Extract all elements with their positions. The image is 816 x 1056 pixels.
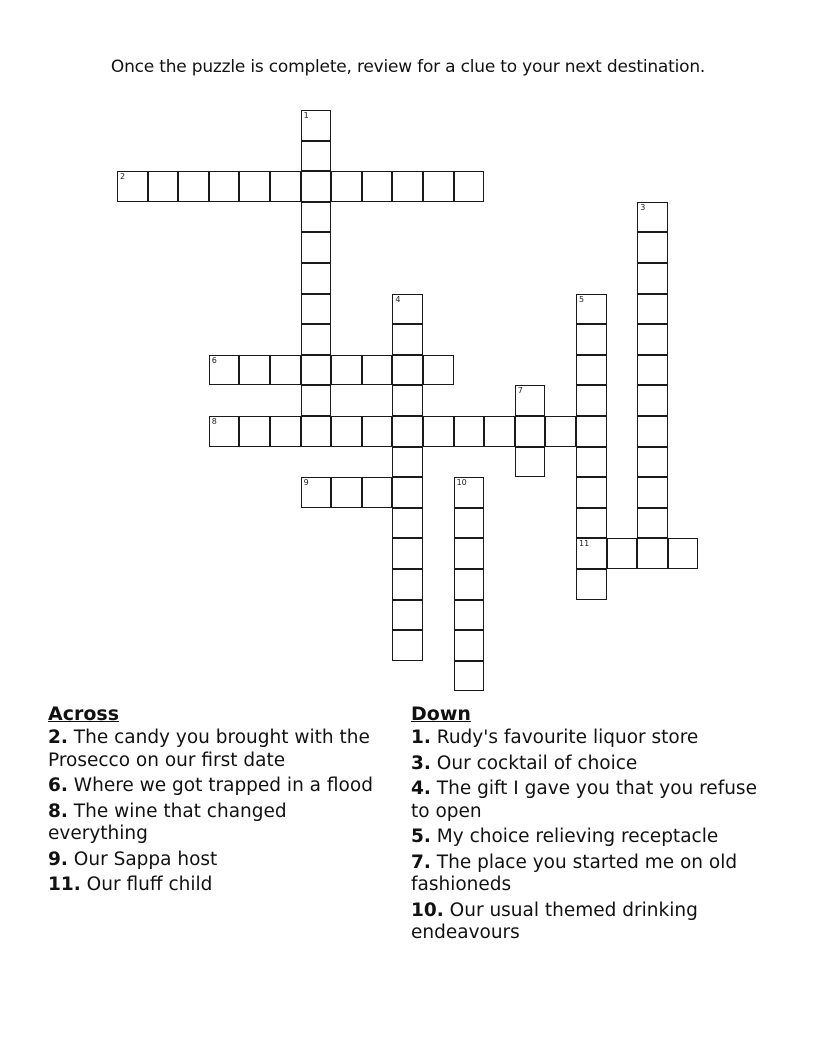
crossword-cell[interactable]: [331, 477, 362, 508]
crossword-cell[interactable]: [392, 171, 423, 202]
clue-down-4: [411, 778, 761, 823]
cell-number: 6: [211, 355, 217, 365]
clue-number: 2.: [48, 727, 68, 748]
crossword-cell[interactable]: [301, 110, 332, 141]
clue-number: 8.: [48, 800, 68, 822]
crossword-cell[interactable]: [331, 355, 362, 386]
cell-number: 4: [395, 294, 401, 304]
clue-text: The gift I gave you that you refuse to open: [411, 778, 757, 822]
cell-number: 10: [456, 478, 467, 488]
cell-number: 5: [579, 294, 585, 304]
crossword-cell[interactable]: [331, 171, 362, 202]
cell-number: 7: [517, 386, 523, 396]
crossword-cell[interactable]: [392, 569, 423, 600]
clue-text: Where we got trapped in a flood: [73, 775, 373, 796]
crossword-cell[interactable]: [637, 477, 668, 508]
crossword-cell[interactable]: [454, 600, 485, 631]
crossword-cell[interactable]: [515, 385, 546, 416]
clue-number: 5.: [411, 826, 431, 847]
crossword-cell[interactable]: [637, 416, 668, 447]
crossword-cell[interactable]: [423, 355, 454, 386]
crossword-cell[interactable]: [239, 416, 270, 447]
crossword-cell[interactable]: [362, 477, 393, 508]
crossword-cell[interactable]: [392, 324, 423, 355]
clue-down-7: [411, 852, 761, 897]
crossword-cell[interactable]: [637, 355, 668, 386]
crossword-cell[interactable]: [331, 416, 362, 447]
crossword-cell[interactable]: [576, 385, 607, 416]
crossword-cell[interactable]: [239, 355, 270, 386]
crossword-cell[interactable]: [392, 355, 423, 386]
crossword-cell[interactable]: [637, 538, 668, 569]
crossword-cell[interactable]: [301, 202, 332, 233]
cell-number: 11: [579, 539, 590, 549]
down-clues: [411, 702, 761, 948]
crossword-cell[interactable]: [637, 447, 668, 478]
crossword-cell[interactable]: [392, 447, 423, 478]
crossword-cell[interactable]: [515, 416, 546, 447]
clue-down-5: [411, 826, 761, 849]
crossword-cell[interactable]: [515, 447, 546, 478]
crossword-cell[interactable]: [301, 324, 332, 355]
clue-text: My choice relieving receptacle: [436, 826, 719, 847]
crossword-cell[interactable]: [301, 232, 332, 263]
crossword-cell[interactable]: [392, 538, 423, 569]
crossword-cell[interactable]: [301, 141, 332, 172]
crossword-cell[interactable]: [392, 477, 423, 508]
clue-across-9: [48, 849, 378, 872]
crossword-cell[interactable]: [301, 171, 332, 202]
across-heading: Across: [48, 703, 120, 725]
crossword-cell[interactable]: [392, 385, 423, 416]
crossword-cell[interactable]: [301, 385, 332, 416]
clue-number: 4.: [411, 778, 431, 799]
crossword-cell[interactable]: [545, 416, 576, 447]
instructions-text: Once the puzzle is complete, review for a clue to your next destination.: [110, 57, 706, 77]
clue-number: 1.: [411, 727, 431, 748]
crossword-cell[interactable]: [270, 416, 301, 447]
crossword-cell[interactable]: [454, 538, 485, 569]
crossword-cell[interactable]: [637, 324, 668, 355]
crossword-cell[interactable]: [637, 232, 668, 263]
crossword-cell[interactable]: [576, 447, 607, 478]
crossword-cell[interactable]: [423, 416, 454, 447]
crossword-cell[interactable]: [576, 477, 607, 508]
cell-number: 3: [640, 202, 646, 212]
crossword-cell[interactable]: [209, 416, 240, 447]
clue-across-6: [48, 775, 378, 798]
clue-text: Our fluff child: [86, 874, 213, 895]
clue-text: Our usual themed drinking endeavours: [411, 899, 698, 943]
crossword-cell[interactable]: [576, 294, 607, 325]
crossword-cell[interactable]: [301, 294, 332, 325]
clue-number: 10.: [411, 899, 444, 921]
clue-number: 9.: [48, 848, 68, 870]
crossword-cell[interactable]: [362, 355, 393, 386]
crossword-cell[interactable]: [637, 385, 668, 416]
crossword-cell[interactable]: [239, 171, 270, 202]
clue-down-10: [411, 900, 761, 945]
crossword-cell[interactable]: [668, 538, 699, 569]
crossword-cell[interactable]: [362, 171, 393, 202]
crossword-cell[interactable]: [301, 263, 332, 294]
crossword-cell[interactable]: [576, 324, 607, 355]
clue-text: The wine that changed everything: [48, 800, 287, 844]
crossword-cell[interactable]: [607, 538, 638, 569]
crossword-cell[interactable]: [301, 355, 332, 386]
cell-number: 1: [303, 111, 309, 120]
crossword-cell[interactable]: [270, 171, 301, 202]
cell-number: 9: [303, 478, 309, 488]
crossword-cell[interactable]: [178, 171, 209, 202]
clue-number: 7.: [411, 851, 431, 873]
clue-text: Our cocktail of choice: [436, 752, 638, 774]
crossword-cell[interactable]: [454, 508, 485, 539]
clue-across-11: [48, 874, 378, 897]
crossword-cell[interactable]: [576, 416, 607, 447]
clue-text: Our Sappa host: [73, 848, 218, 870]
crossword-cell[interactable]: [362, 416, 393, 447]
crossword-cell[interactable]: [209, 171, 240, 202]
clue-text: Rudy's favourite liquor store: [436, 727, 699, 748]
down-heading: Down: [411, 703, 471, 725]
across-clues: [48, 702, 378, 900]
crossword-cell[interactable]: [209, 355, 240, 386]
crossword-cell[interactable]: [392, 630, 423, 661]
crossword-cell[interactable]: [637, 294, 668, 325]
clue-text: The place you started me on old fashioneds: [411, 851, 738, 895]
crossword-cell[interactable]: [392, 508, 423, 539]
crossword-cell[interactable]: [392, 416, 423, 447]
clue-number: 11.: [48, 874, 81, 895]
clue-text: The candy you brought with the Prosecco on our first date: [48, 727, 370, 771]
crossword-cell[interactable]: [301, 477, 332, 508]
crossword-cell[interactable]: [454, 569, 485, 600]
crossword-cell[interactable]: [454, 416, 485, 447]
crossword-cell[interactable]: [576, 355, 607, 386]
crossword-cell[interactable]: [392, 600, 423, 631]
crossword-cell[interactable]: [423, 171, 454, 202]
crossword-cell[interactable]: [576, 538, 607, 569]
crossword-cell[interactable]: [576, 569, 607, 600]
crossword-cell[interactable]: [484, 416, 515, 447]
crossword-cell[interactable]: [270, 355, 301, 386]
cell-number: 8: [211, 417, 217, 426]
crossword-cell[interactable]: [148, 171, 179, 202]
crossword-cell[interactable]: [301, 416, 332, 447]
clue-across-8: [48, 801, 378, 846]
clue-down-1: [411, 727, 761, 750]
cell-number: 2: [120, 172, 126, 182]
crossword-cell[interactable]: [454, 171, 485, 202]
crossword-cell[interactable]: [637, 263, 668, 294]
crossword-cell[interactable]: [454, 661, 485, 692]
clue-down-3: [411, 753, 761, 776]
clue-number: 6.: [48, 775, 68, 796]
crossword-cell[interactable]: [637, 508, 668, 539]
clue-number: 3.: [411, 752, 431, 774]
clue-across-2: [48, 727, 378, 772]
crossword-cell[interactable]: [117, 171, 148, 202]
crossword-cell[interactable]: [392, 294, 423, 325]
crossword-cell[interactable]: [454, 477, 485, 508]
crossword-cell[interactable]: [454, 630, 485, 661]
crossword-cell[interactable]: [576, 508, 607, 539]
crossword-cell[interactable]: [637, 202, 668, 233]
